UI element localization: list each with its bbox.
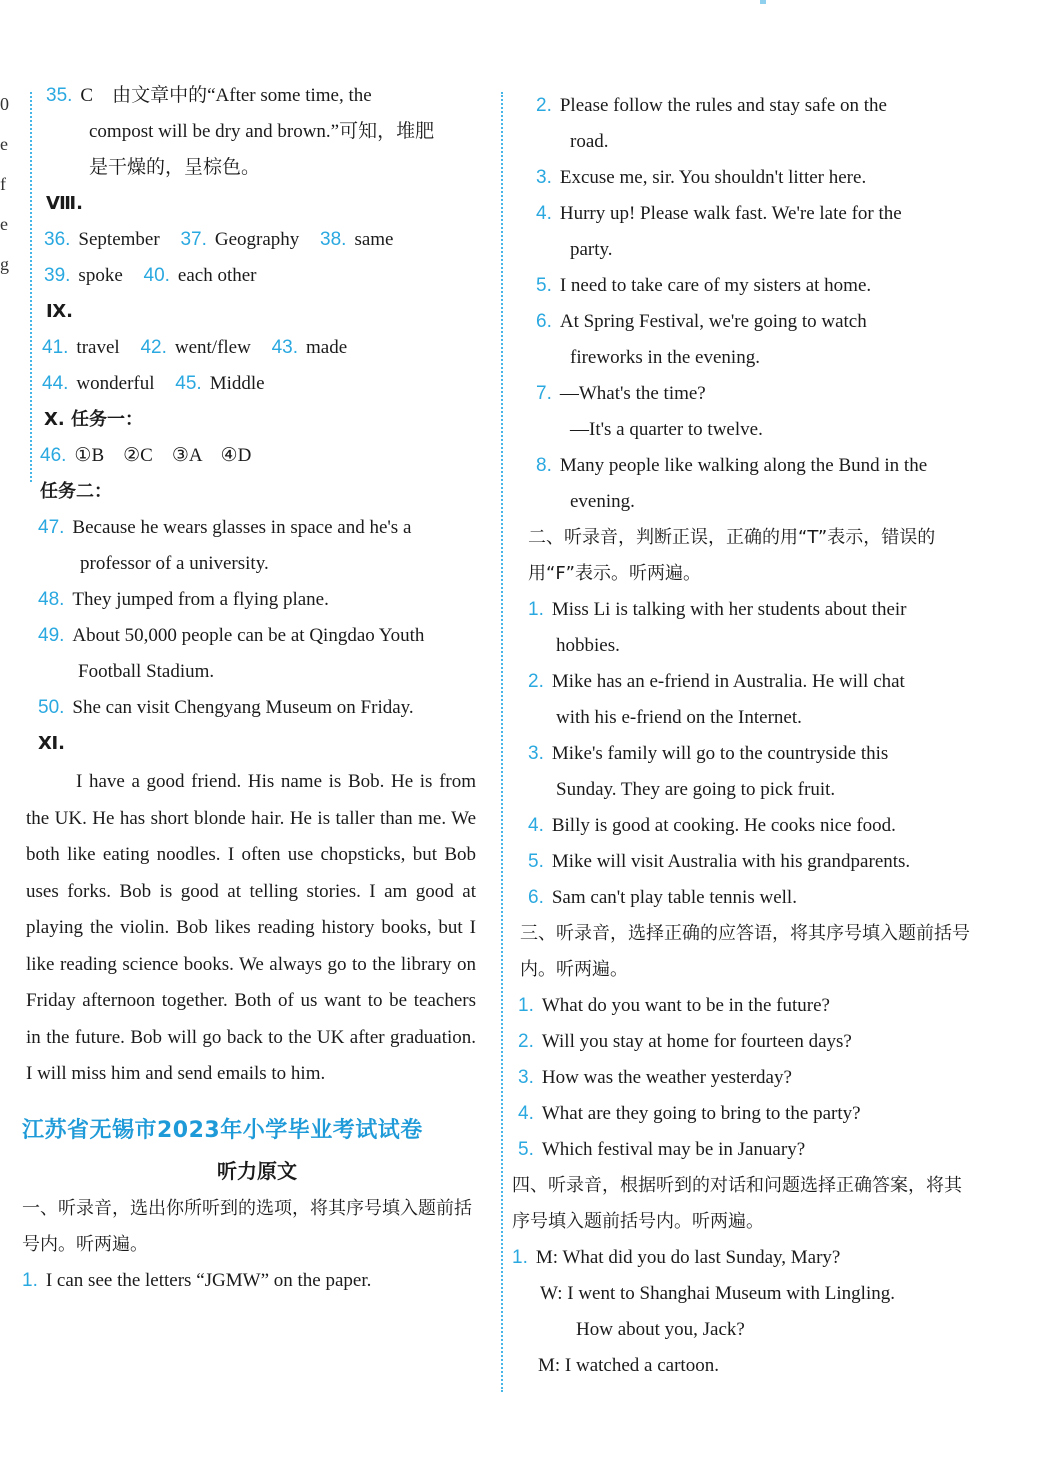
- section-heading-9: Ⅸ.: [46, 301, 74, 322]
- answer-text: made: [306, 337, 348, 358]
- dialogue-line: M: I watched a cartoon.: [538, 1355, 719, 1376]
- question-number: 6.: [528, 887, 544, 908]
- question-number: 45.: [175, 373, 202, 394]
- question-number: 2.: [518, 1031, 534, 1052]
- question-number: 5.: [518, 1139, 534, 1160]
- answer-text: Geography: [214, 229, 300, 250]
- question-number: 1.: [512, 1247, 528, 1268]
- transcript-text: Will you stay at home for fourteen days?: [541, 1031, 852, 1052]
- right-column: [512, 88, 987, 1384]
- cut-off-edge-text: [0, 84, 10, 284]
- essay-paragraph: I have a good friend. His name is Bob. He is from the UK. He has short blonde hair. He is taller than me. We both like eating noodles. I often use chopsticks, but Bob uses forks. Bob is good at telling stories. I am good at playing the violin. Bob likes reading history books, but I like reading science books. We always go to the library on Friday afternoon together. Both of us want to be teachers in the future. Bob will go back to the UK after graduation. I will miss him and send emails to him.: [26, 771, 476, 1084]
- answer-row: [22, 330, 492, 366]
- answer-text: About 50,000 people can be at Qingdao Youth: [72, 625, 425, 646]
- transcript-text: fireworks in the evening.: [570, 347, 760, 368]
- question-number: 4.: [518, 1103, 534, 1124]
- transcript-text: with his e-friend on the Internet.: [556, 707, 802, 728]
- question-number: 3.: [518, 1067, 534, 1088]
- answer-text: each other: [177, 265, 257, 286]
- part-three-instructions: 三、听录音，选择正确的应答语，将其序号填入题前括号内。听两遍。: [520, 923, 970, 980]
- transcript-text: Sam can't play table tennis well.: [551, 887, 797, 908]
- question-number: 49.: [38, 625, 65, 646]
- transcript-text: hobbies.: [556, 635, 620, 656]
- transcript-text: Mike has an e-friend in Australia. He will chat: [551, 671, 905, 692]
- question-number: 44.: [42, 373, 69, 394]
- transcript-text: Miss Li is talking with her students about their: [551, 599, 907, 620]
- transcript-text: I can see the letters “JGMW” on the paper.: [45, 1269, 372, 1291]
- question-number: 42.: [140, 337, 167, 358]
- transcript-text: How was the weather yesterday?: [541, 1067, 792, 1088]
- question-number: 2.: [536, 95, 552, 116]
- transcript-text: —What's the time?: [559, 383, 706, 404]
- task-two-heading: 任务二：: [40, 481, 112, 502]
- transcript-text: Hurry up! Please walk fast. We're late for the: [559, 203, 902, 224]
- transcript-text: What do you want to be in the future?: [541, 995, 830, 1016]
- answer-row: [22, 222, 492, 258]
- question-number: 7.: [536, 383, 552, 404]
- answer-text: spoke: [78, 265, 123, 286]
- question-number: 4.: [528, 815, 544, 836]
- part-four-instructions: 四、听录音，根据听到的对话和问题选择正确答案，将其序号填入题前括号内。听两遍。: [512, 1175, 962, 1232]
- transcript-text: Many people like walking along the Bund in the: [559, 455, 928, 476]
- transcript-text: road.: [570, 131, 609, 152]
- section-heading-10: Ⅹ. 任务一：: [44, 409, 143, 430]
- exam-title: 江苏省无锡市2023年小学毕业考试试卷: [22, 1117, 423, 1143]
- question-number: 2.: [528, 671, 544, 692]
- edge-char: g: [0, 254, 9, 274]
- answer-text: compost will be dry and brown.”可知，堆肥: [89, 121, 435, 142]
- answer-row: [22, 258, 492, 294]
- transcript-text: Billy is good at cooking. He cooks nice food.: [551, 815, 896, 836]
- transcript-text: At Spring Festival, we're going to watch: [559, 311, 867, 332]
- answer-text: professor of a university.: [80, 553, 269, 574]
- question-number: 5.: [536, 275, 552, 296]
- answer-text: She can visit Chengyang Museum on Friday.: [72, 697, 414, 718]
- question-number: 47.: [38, 517, 65, 538]
- question-number: 37.: [180, 229, 207, 250]
- part-two-instructions: 二、听录音，判断正误，正确的用“T”表示，错误的用“F”表示。听两遍。: [528, 527, 936, 584]
- transcript-text: evening.: [570, 491, 635, 512]
- answer-row: [22, 366, 492, 402]
- answer-text: 是干燥的，呈棕色。: [89, 157, 261, 178]
- question-number: 8.: [536, 455, 552, 476]
- question-number: 41.: [42, 337, 69, 358]
- transcript-text: Which festival may be in January?: [541, 1139, 806, 1160]
- transcript-text: —It's a quarter to twelve.: [570, 419, 763, 440]
- question-number: 50.: [38, 697, 65, 718]
- question-number: 36.: [44, 229, 71, 250]
- question-number: 38.: [320, 229, 347, 250]
- answer-text: ①B ②C ③A ④D: [74, 445, 252, 466]
- left-column: [22, 78, 492, 1299]
- question-number: 1.: [518, 995, 534, 1016]
- question-number: 40.: [143, 265, 170, 286]
- dialogue-line: W: I went to Shanghai Museum with Lingling.: [540, 1283, 895, 1304]
- transcript-text: party.: [570, 239, 613, 260]
- question-number: 39.: [44, 265, 71, 286]
- question-number: 3.: [528, 743, 544, 764]
- transcript-text: Excuse me, sir. You shouldn't litter here.: [559, 167, 867, 188]
- question-number: 1.: [22, 1269, 38, 1291]
- answer-text: Because he wears glasses in space and he's a: [72, 517, 412, 538]
- transcript-text: Mike will visit Australia with his grandparents.: [551, 851, 911, 872]
- question-number: 1.: [528, 599, 544, 620]
- question-number: 4.: [536, 203, 552, 224]
- transcript-text: Mike's family will go to the countryside this: [551, 743, 889, 764]
- section-heading-11: Ⅺ.: [38, 733, 65, 754]
- edge-char: f: [0, 174, 6, 194]
- edge-char: e: [0, 134, 8, 154]
- column-divider: [501, 92, 503, 1392]
- question-number: 46.: [40, 445, 67, 466]
- answer-text: Football Stadium.: [78, 661, 215, 682]
- listening-transcript-heading: 听力原文: [217, 1158, 297, 1183]
- transcript-text: Please follow the rules and stay safe on the: [559, 95, 887, 116]
- edge-char: e: [0, 214, 8, 234]
- transcript-text: I need to take care of my sisters at home.: [559, 275, 872, 296]
- transcript-text: What are they going to bring to the party?: [541, 1103, 861, 1124]
- part-one-instructions: 一、听录音，选出你所听到的选项，将其序号填入题前括号内。听两遍。: [22, 1197, 472, 1255]
- dialogue-line: M: What did you do last Sunday, Mary?: [535, 1247, 841, 1268]
- answer-text: same: [354, 229, 394, 250]
- question-number: 35.: [46, 85, 73, 106]
- answer-text: C 由文章中的“After some time, the: [80, 85, 372, 106]
- answer-text: September: [78, 229, 160, 250]
- answer-text: wonderful: [76, 373, 155, 394]
- dialogue-line: How about you, Jack?: [576, 1319, 745, 1340]
- top-mark: [760, 0, 766, 4]
- answer-text: went/flew: [174, 337, 251, 358]
- question-number: 6.: [536, 311, 552, 332]
- answer-row: [22, 438, 492, 474]
- section-heading-8: Ⅷ.: [46, 193, 83, 214]
- edge-char: 0: [0, 94, 9, 114]
- question-number: 3.: [536, 167, 552, 188]
- question-number: 48.: [38, 589, 65, 610]
- transcript-text: Sunday. They are going to pick fruit.: [556, 779, 836, 800]
- answer-text: travel: [76, 337, 120, 358]
- answer-text: Middle: [209, 373, 265, 394]
- question-number: 5.: [528, 851, 544, 872]
- question-number: 43.: [271, 337, 299, 358]
- answer-text: They jumped from a flying plane.: [72, 589, 329, 610]
